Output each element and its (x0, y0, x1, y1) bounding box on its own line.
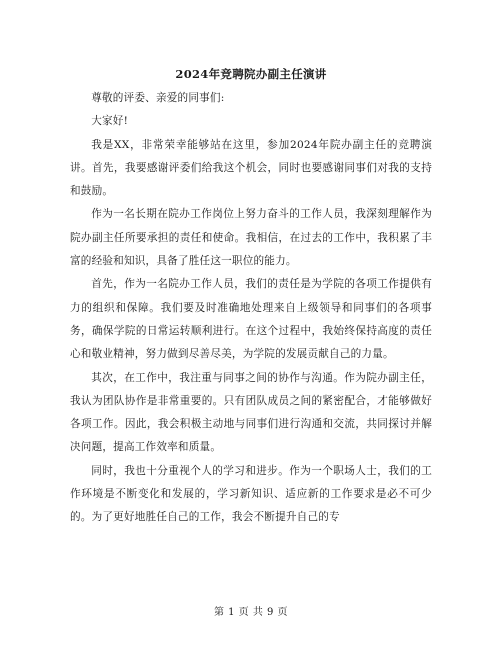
body-paragraph: 同时，我也十分重视个人的学习和进步。作为一个职场人士，我们的工作环境是不断变化和发展的，学习新知识、适应新的工作要求是必不可少的。为了更好地胜任自己的工作，我会不断提升自己的专 (70, 464, 432, 524)
document-body (70, 87, 432, 530)
body-paragraph: 作为一名长期在院办工作岗位上努力奋斗的工作人员，我深刻理解作为院办副主任所要承担的责任和使命。我相信，在过去的工作中，我积累了丰富的经验和知识，具备了胜任这一职位的能力。 (70, 208, 432, 268)
salutation-paragraph: 尊敬的评委、亲爱的同事们: (91, 92, 225, 104)
body-paragraph: 首先，作为一名院办工作人员，我们的责任是为学院的各项工作提供有力的组织和保障。我们要及时准确地处理来自上级领导和同事们的各项事务，确保学院的日常运转顺利进行。在这个过程中，我始终保持高度的责任心和敬业精神，努力做到尽善尽美，为学院的发展贡献自己的力量。 (70, 278, 432, 361)
body-paragraph: 其次，在工作中，我注重与同事之间的协作与沟通。作为院办副主任，我认为团队协作是非常重要的。只有团队成员之间的紧密配合，才能够做好各项工作。因此，我会积极主动地与同事们进行沟通和交流，共同探讨并解决问题，提高工作效率和质量。 (70, 371, 432, 454)
body-paragraph: 我是XX，非常荣幸能够站在这里，参加2024年院办副主任的竞聘演讲。首先，我要感谢评委们给我这个机会，同时也要感谢同事们对我的支持和鼓励。 (70, 138, 432, 198)
document-title: 2024年竞聘院办副主任演讲 (175, 67, 327, 81)
greeting-paragraph: 大家好! (91, 115, 129, 128)
page-number-footer: 第 1 页 共 9 页 (213, 607, 289, 618)
